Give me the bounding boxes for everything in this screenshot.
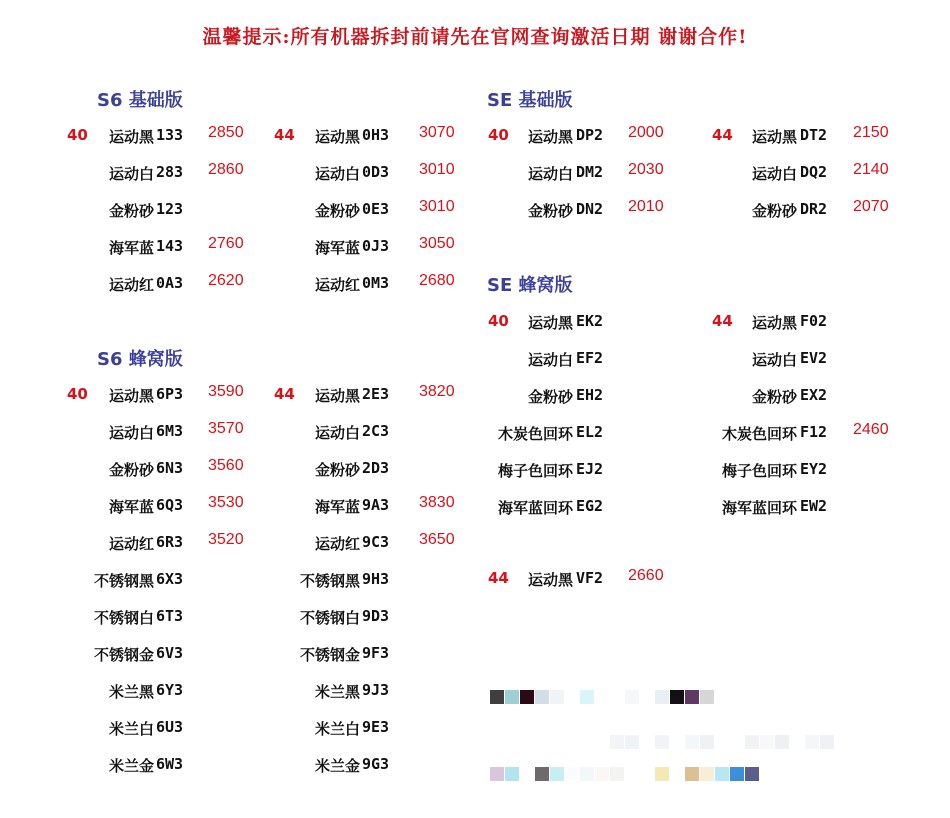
price-value: 2070	[853, 198, 889, 215]
mosaic-block	[595, 690, 609, 704]
color-label: 金粉砂	[108, 202, 154, 220]
color-label: 不锈钢白	[299, 609, 360, 627]
mosaic-block	[625, 690, 639, 704]
model-code: 6W3	[156, 755, 184, 773]
size-label: 44	[712, 312, 733, 330]
mosaic-block	[580, 767, 594, 781]
model-code: 133	[156, 126, 184, 144]
color-label: 海军蓝回环	[497, 499, 573, 517]
mosaic-block	[715, 735, 729, 749]
color-label: 运动白	[108, 165, 154, 183]
mosaic-block	[550, 767, 564, 781]
color-label: 运动白	[314, 165, 360, 183]
mosaic-block	[610, 690, 624, 704]
price-value: 2030	[628, 161, 664, 178]
model-code: 6U3	[156, 718, 184, 736]
mosaic-block	[520, 767, 534, 781]
color-label: 运动黑	[527, 571, 573, 589]
model-code: EH2	[576, 386, 604, 404]
model-code: VF2	[576, 569, 604, 587]
mosaic-block	[580, 690, 594, 704]
model-code: 0E3	[362, 200, 390, 218]
mosaic-block	[685, 690, 699, 704]
mosaic-block	[535, 690, 549, 704]
color-label: 不锈钢白	[93, 609, 154, 627]
color-label: 米兰黑	[108, 683, 154, 701]
color-label: 海军蓝	[108, 498, 154, 516]
color-label: 海军蓝	[108, 239, 154, 257]
model-code: 9A3	[362, 496, 390, 514]
color-label: 米兰白	[314, 720, 360, 738]
model-code: 2E3	[362, 385, 390, 403]
price-value: 2000	[628, 124, 664, 141]
mosaic-block	[700, 690, 714, 704]
model-code: EG2	[576, 497, 604, 515]
mosaic-block	[670, 735, 684, 749]
price-value: 2850	[208, 124, 244, 141]
mosaic-block	[655, 767, 669, 781]
model-code: 6V3	[156, 644, 184, 662]
model-code: 0M3	[362, 274, 390, 292]
price-value: 3050	[419, 235, 455, 252]
price-value: 3820	[419, 383, 455, 400]
mosaic-block	[745, 767, 759, 781]
size-label: 44	[274, 126, 295, 144]
color-label: 木炭色回环	[721, 425, 797, 443]
model-code: EJ2	[576, 460, 604, 478]
mosaic-block	[565, 735, 579, 749]
color-label: 运动黑	[314, 387, 360, 405]
mosaic-block	[550, 690, 564, 704]
model-code: DP2	[576, 126, 604, 144]
color-label: 梅子色回环	[497, 462, 573, 480]
model-code: 9H3	[362, 570, 390, 588]
mosaic-block	[745, 735, 759, 749]
color-label: 米兰金	[314, 757, 360, 775]
color-label: 金粉砂	[751, 202, 797, 220]
mosaic-block	[820, 735, 834, 749]
mosaic-block	[805, 735, 819, 749]
model-code: EX2	[800, 386, 828, 404]
size-label: 44	[274, 385, 295, 403]
model-code: EK2	[576, 312, 604, 330]
price-value: 3560	[208, 457, 244, 474]
model-code: 6Q3	[156, 496, 184, 514]
color-label: 运动白	[751, 165, 797, 183]
section-title: SE 蜂窝版	[487, 275, 573, 296]
price-value: 2760	[208, 235, 244, 252]
model-code: 283	[156, 163, 184, 181]
color-label: 海军蓝	[314, 498, 360, 516]
color-label: 运动黑	[527, 314, 573, 332]
price-value: 2620	[208, 272, 244, 289]
color-label: 运动黑	[108, 128, 154, 146]
mosaic-block	[625, 767, 639, 781]
model-code: 6N3	[156, 459, 184, 477]
color-label: 木炭色回环	[497, 425, 573, 443]
mosaic-block	[775, 735, 789, 749]
mosaic-block	[610, 735, 624, 749]
mosaic-block	[490, 690, 504, 704]
mosaic-block	[685, 735, 699, 749]
mosaic-block	[670, 767, 684, 781]
color-label: 金粉砂	[527, 202, 573, 220]
mosaic-block	[760, 735, 774, 749]
size-label: 40	[488, 312, 509, 330]
price-value: 3010	[419, 161, 455, 178]
mosaic-block	[505, 767, 519, 781]
mosaic-block	[730, 735, 744, 749]
price-value: 3010	[419, 198, 455, 215]
mosaic-block	[595, 767, 609, 781]
model-code: DN2	[576, 200, 604, 218]
color-label: 不锈钢金	[93, 646, 154, 664]
model-code: 2D3	[362, 459, 390, 477]
price-value: 2460	[853, 421, 889, 438]
mosaic-block	[655, 690, 669, 704]
color-label: 运动黑	[751, 128, 797, 146]
color-label: 运动黑	[108, 387, 154, 405]
price-value: 2860	[208, 161, 244, 178]
color-label: 梅子色回环	[721, 462, 797, 480]
color-label: 不锈钢黑	[93, 572, 154, 590]
model-code: 0H3	[362, 126, 390, 144]
price-value: 3520	[208, 531, 244, 548]
model-code: 2C3	[362, 422, 390, 440]
price-value: 2140	[853, 161, 889, 178]
price-value: 2150	[853, 124, 889, 141]
mosaic-block	[670, 690, 684, 704]
model-code: EF2	[576, 349, 604, 367]
mosaic-block	[730, 767, 744, 781]
model-code: 123	[156, 200, 184, 218]
model-code: DR2	[800, 200, 828, 218]
mosaic-block	[520, 735, 534, 749]
color-label: 运动白	[314, 424, 360, 442]
mosaic-block	[700, 735, 714, 749]
color-label: 金粉砂	[527, 388, 573, 406]
mosaic-block	[505, 690, 519, 704]
price-value: 2010	[628, 198, 664, 215]
model-code: 6X3	[156, 570, 184, 588]
color-label: 运动白	[751, 351, 797, 369]
model-code: 143	[156, 237, 184, 255]
size-label: 44	[712, 126, 733, 144]
color-label: 运动白	[527, 351, 573, 369]
model-code: 9D3	[362, 607, 390, 625]
notice-banner: 温馨提示:所有机器拆封前请先在官网查询激活日期 谢谢合作!	[202, 26, 748, 48]
price-value: 3070	[419, 124, 455, 141]
mosaic-block	[640, 690, 654, 704]
mosaic-block	[625, 735, 639, 749]
model-code: 9F3	[362, 644, 390, 662]
model-code: F02	[800, 312, 828, 330]
model-code: 6Y3	[156, 681, 184, 699]
model-code: 0J3	[362, 237, 390, 255]
color-label: 不锈钢黑	[299, 572, 360, 590]
color-label: 运动红	[314, 535, 360, 553]
color-label: 运动黑	[527, 128, 573, 146]
model-code: EV2	[800, 349, 828, 367]
section-title: S6 基础版	[97, 90, 183, 111]
model-code: DT2	[800, 126, 828, 144]
color-label: 金粉砂	[314, 461, 360, 479]
mosaic-block	[580, 735, 594, 749]
model-code: EW2	[800, 497, 828, 515]
color-label: 米兰黑	[314, 683, 360, 701]
model-code: 9J3	[362, 681, 390, 699]
mosaic-block	[565, 767, 579, 781]
size-label: 40	[488, 126, 509, 144]
model-code: 9C3	[362, 533, 390, 551]
model-code: 9E3	[362, 718, 390, 736]
model-code: 0D3	[362, 163, 390, 181]
model-code: F12	[800, 423, 828, 441]
model-code: DQ2	[800, 163, 828, 181]
model-code: 6R3	[156, 533, 184, 551]
mosaic-block	[595, 735, 609, 749]
color-label: 金粉砂	[751, 388, 797, 406]
model-code: 9G3	[362, 755, 390, 773]
price-value: 3650	[419, 531, 455, 548]
color-label: 金粉砂	[314, 202, 360, 220]
model-code: 6P3	[156, 385, 184, 403]
mosaic-block	[790, 735, 804, 749]
color-label: 不锈钢金	[299, 646, 360, 664]
size-label: 40	[67, 126, 88, 144]
mosaic-block	[685, 767, 699, 781]
section-title: S6 蜂窝版	[97, 349, 183, 370]
mosaic-block	[610, 767, 624, 781]
mosaic-block	[520, 690, 534, 704]
color-label: 运动红	[314, 276, 360, 294]
price-value: 3590	[208, 383, 244, 400]
model-code: EY2	[800, 460, 828, 478]
color-label: 运动黑	[751, 314, 797, 332]
mosaic-block	[655, 735, 669, 749]
mosaic-block	[550, 735, 564, 749]
color-label: 运动红	[108, 276, 154, 294]
mosaic-block	[535, 767, 549, 781]
mosaic-block	[640, 767, 654, 781]
mosaic-block	[535, 735, 549, 749]
color-label: 运动黑	[314, 128, 360, 146]
price-value: 2680	[419, 272, 455, 289]
price-value: 3570	[208, 420, 244, 437]
mosaic-block	[700, 767, 714, 781]
mosaic-block	[640, 735, 654, 749]
price-value: 3530	[208, 494, 244, 511]
color-label: 海军蓝	[314, 239, 360, 257]
color-label: 米兰白	[108, 720, 154, 738]
mosaic-block	[490, 767, 504, 781]
section-title: SE 基础版	[487, 90, 573, 111]
size-label: 44	[488, 569, 509, 587]
color-label: 金粉砂	[108, 461, 154, 479]
price-value: 2660	[628, 567, 664, 584]
color-label: 米兰金	[108, 757, 154, 775]
model-code: DM2	[576, 163, 604, 181]
color-label: 海军蓝回环	[721, 499, 797, 517]
color-label: 运动白	[527, 165, 573, 183]
color-label: 运动红	[108, 535, 154, 553]
model-code: EL2	[576, 423, 604, 441]
model-code: 6T3	[156, 607, 184, 625]
mosaic-block	[715, 767, 729, 781]
model-code: 0A3	[156, 274, 184, 292]
price-value: 3830	[419, 494, 455, 511]
color-label: 运动白	[108, 424, 154, 442]
size-label: 40	[67, 385, 88, 403]
mosaic-block	[565, 690, 579, 704]
model-code: 6M3	[156, 422, 184, 440]
